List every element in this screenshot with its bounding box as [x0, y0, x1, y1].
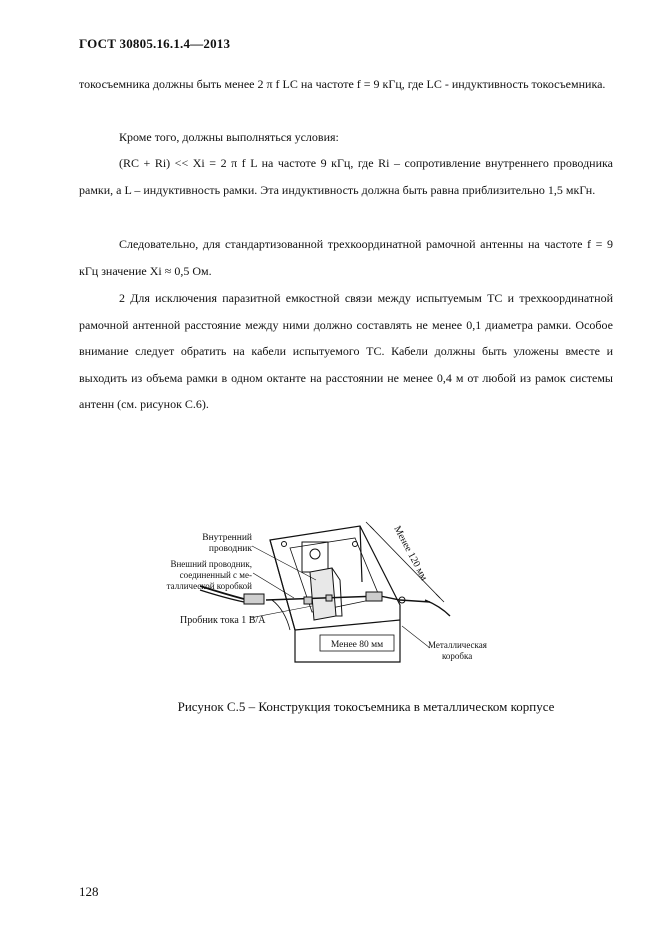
label-outer-conductor-2: соединенный с ме-: [179, 570, 252, 580]
label-outer-conductor-3: таллической коробкой: [166, 581, 252, 591]
label-metal-box-2: коробка: [442, 651, 473, 661]
paragraph-continuation: токосъемника должны быть менее 2 π f LC на частоте f = 9 кГц, где LC - индуктивность токосъемника.: [79, 77, 606, 91]
label-current-probe: Пробник тока 1 В/А: [180, 615, 266, 626]
label-metal-box-1: Металлическая: [428, 640, 487, 650]
label-outer-conductor-1: Внешний проводник,: [170, 559, 252, 569]
paragraph-note-2: 2 Для исключения паразитной емкостной связи между испытуемым ТС и трехкоординатной рамочной антенной расстояние между ними должно составлять не менее 0,1 диаметра рамки. Особое внимание следует обратить на кабели испытуемого ТС. Кабели должны быть уложены вместе и выходить из объема рамки в одном октанте на расстоянии не менее 0,4 м от любой из рамок системы антенн (см. рисунок С.6).: [79, 291, 613, 411]
label-inner-conductor-2: проводник: [208, 544, 252, 554]
document-header: ГОСТ 30805.16.1.4—2013: [79, 36, 231, 51]
page-number: 128: [79, 884, 99, 899]
current-probe-figure: [140, 520, 530, 680]
label-height-dimension: Менее 120 мм: [391, 524, 430, 583]
paragraph-condition-formula: (RC + Ri) << Xi = 2 π f L на частоте 9 кГц, где Ri – сопротивление внутреннего проводника рамки, а L – индуктивность рамки. Эта индуктивность должна быть равна приблизительно 1,5 мкГн.: [79, 156, 613, 197]
paragraph-conditions-intro: Кроме того, должны выполняться условия:: [119, 130, 339, 144]
paragraph-conclusion: Следовательно, для стандартизованной трехкоординатной рамочной антенны на частоте f = 9 кГц значение Xi ≈ 0,5 Ом.: [79, 237, 613, 278]
figure-caption: Рисунок С.5 – Конструкция токосъемника в металлическом корпусе: [177, 699, 555, 714]
label-inner-conductor-1: Внутренний: [202, 533, 252, 543]
metal-box-drawing: [200, 522, 450, 662]
label-width-dimension: Менее 80 мм: [330, 640, 384, 650]
